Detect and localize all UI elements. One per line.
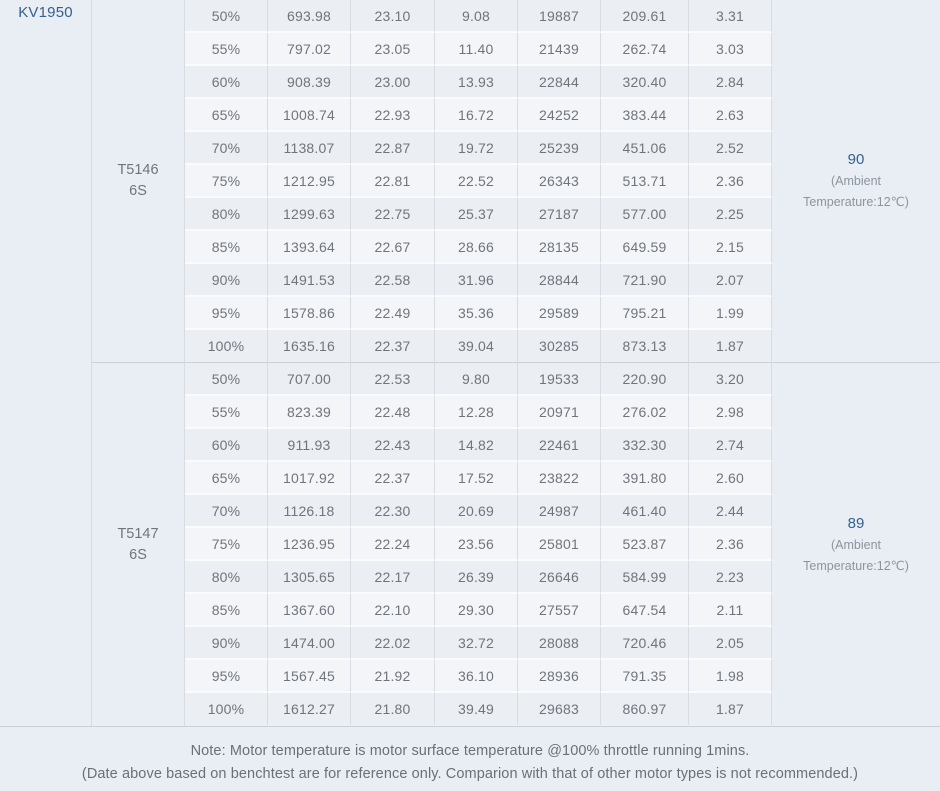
power-cell: 584.99 xyxy=(601,561,689,594)
table-row xyxy=(185,396,772,429)
power-cell: 220.90 xyxy=(601,363,689,396)
efficiency-cell: 2.25 xyxy=(689,198,772,231)
table-row xyxy=(185,198,772,231)
rpm-cell: 28936 xyxy=(518,660,601,693)
ambient-temperature-note: Temperature:12℃) xyxy=(803,558,909,573)
footnote-line-2: (Date above based on benchtest are for reference only. Comparion with that of other motor types is not recommended.) xyxy=(81,766,859,782)
efficiency-cell: 2.07 xyxy=(689,264,772,297)
rpm-cell: 25239 xyxy=(518,132,601,165)
thrust-cell: 707.00 xyxy=(268,363,351,396)
temperature-cell-t5146 xyxy=(772,0,940,363)
table-row xyxy=(185,297,772,330)
throttle-cell: 80% xyxy=(185,198,268,231)
current-cell: 26.39 xyxy=(435,561,518,594)
data-rows-t5147 xyxy=(185,363,772,726)
table-row xyxy=(185,462,772,495)
power-cell: 461.40 xyxy=(601,495,689,528)
throttle-cell: 75% xyxy=(185,165,268,198)
voltage-cell: 22.87 xyxy=(351,132,435,165)
propeller-cell-t5147 xyxy=(92,363,185,726)
voltage-cell: 22.10 xyxy=(351,594,435,627)
voltage-cell: 22.43 xyxy=(351,429,435,462)
efficiency-cell: 2.36 xyxy=(689,528,772,561)
throttle-cell: 80% xyxy=(185,561,268,594)
efficiency-cell: 2.36 xyxy=(689,165,772,198)
voltage-cell: 22.17 xyxy=(351,561,435,594)
rpm-cell: 29589 xyxy=(518,297,601,330)
table-row xyxy=(185,495,772,528)
power-cell: 383.44 xyxy=(601,99,689,132)
kv-rating-cell xyxy=(0,0,92,726)
efficiency-cell: 2.98 xyxy=(689,396,772,429)
voltage-cell: 23.05 xyxy=(351,33,435,66)
voltage-cell: 22.81 xyxy=(351,165,435,198)
voltage-cell: 22.37 xyxy=(351,462,435,495)
table-row xyxy=(185,231,772,264)
ambient-temperature-note: Temperature:12℃) xyxy=(803,195,909,209)
throttle-cell: 60% xyxy=(185,66,268,99)
rpm-cell: 28088 xyxy=(518,627,601,660)
table-row xyxy=(185,33,772,66)
power-cell: 320.40 xyxy=(601,66,689,99)
voltage-cell: 23.10 xyxy=(351,0,435,33)
rpm-cell: 24252 xyxy=(518,99,601,132)
efficiency-cell: 3.03 xyxy=(689,33,772,66)
efficiency-cell: 2.84 xyxy=(689,66,772,99)
throttle-cell: 70% xyxy=(185,495,268,528)
battery-config: 6S xyxy=(129,546,147,563)
thrust-cell: 911.93 xyxy=(268,429,351,462)
thrust-cell: 1578.86 xyxy=(268,297,351,330)
propeller-column xyxy=(92,0,185,726)
data-rows-t5146 xyxy=(185,0,772,363)
rpm-cell: 30285 xyxy=(518,330,601,363)
thrust-cell: 1393.64 xyxy=(268,231,351,264)
table-row xyxy=(185,165,772,198)
throttle-cell: 65% xyxy=(185,99,268,132)
current-cell: 28.66 xyxy=(435,231,518,264)
throttle-cell: 55% xyxy=(185,396,268,429)
thrust-cell: 1212.95 xyxy=(268,165,351,198)
current-cell: 22.52 xyxy=(435,165,518,198)
throttle-cell: 95% xyxy=(185,660,268,693)
voltage-cell: 23.00 xyxy=(351,66,435,99)
ambient-temperature-note: (Ambient xyxy=(830,174,882,188)
efficiency-cell: 2.23 xyxy=(689,561,772,594)
efficiency-cell: 2.52 xyxy=(689,132,772,165)
current-cell: 39.04 xyxy=(435,330,518,363)
power-cell: 451.06 xyxy=(601,132,689,165)
rpm-cell: 23822 xyxy=(518,462,601,495)
voltage-cell: 22.48 xyxy=(351,396,435,429)
voltage-cell: 22.58 xyxy=(351,264,435,297)
footnote-line-1: Note: Motor temperature is motor surface temperature @100% throttle running 1mins. xyxy=(190,743,750,759)
thrust-cell: 1612.27 xyxy=(268,693,351,726)
current-cell: 19.72 xyxy=(435,132,518,165)
table-row xyxy=(185,66,772,99)
throttle-cell: 70% xyxy=(185,132,268,165)
rpm-cell: 27187 xyxy=(518,198,601,231)
throttle-cell: 65% xyxy=(185,462,268,495)
thrust-cell: 908.39 xyxy=(268,66,351,99)
power-cell: 577.00 xyxy=(601,198,689,231)
throttle-cell: 90% xyxy=(185,264,268,297)
rpm-cell: 25801 xyxy=(518,528,601,561)
throttle-cell: 85% xyxy=(185,231,268,264)
current-cell: 20.69 xyxy=(435,495,518,528)
power-cell: 332.30 xyxy=(601,429,689,462)
table-row xyxy=(185,264,772,297)
efficiency-cell: 2.11 xyxy=(689,594,772,627)
efficiency-cell: 2.15 xyxy=(689,231,772,264)
throttle-cell: 60% xyxy=(185,429,268,462)
efficiency-cell: 2.63 xyxy=(689,99,772,132)
thrust-cell: 1567.45 xyxy=(268,660,351,693)
rpm-cell: 24987 xyxy=(518,495,601,528)
table-row xyxy=(185,429,772,462)
current-cell: 31.96 xyxy=(435,264,518,297)
throttle-cell: 50% xyxy=(185,0,268,33)
power-cell: 262.74 xyxy=(601,33,689,66)
rpm-cell: 22844 xyxy=(518,66,601,99)
voltage-cell: 22.02 xyxy=(351,627,435,660)
efficiency-cell: 1.98 xyxy=(689,660,772,693)
rpm-cell: 28844 xyxy=(518,264,601,297)
throttle-cell: 95% xyxy=(185,297,268,330)
propeller-cell-t5146 xyxy=(92,0,185,363)
propeller-name: T5147 xyxy=(117,525,159,542)
current-cell: 25.37 xyxy=(435,198,518,231)
propeller-name: T5146 xyxy=(117,162,159,178)
rpm-cell: 20971 xyxy=(518,396,601,429)
thrust-cell: 823.39 xyxy=(268,396,351,429)
power-cell: 647.54 xyxy=(601,594,689,627)
current-cell: 14.82 xyxy=(435,429,518,462)
power-cell: 791.35 xyxy=(601,660,689,693)
power-cell: 276.02 xyxy=(601,396,689,429)
current-cell: 13.93 xyxy=(435,66,518,99)
thrust-cell: 797.02 xyxy=(268,33,351,66)
power-cell: 649.59 xyxy=(601,231,689,264)
thrust-cell: 1126.18 xyxy=(268,495,351,528)
thrust-cell: 1138.07 xyxy=(268,132,351,165)
current-cell: 17.52 xyxy=(435,462,518,495)
efficiency-cell: 3.31 xyxy=(689,0,772,33)
table-row xyxy=(185,627,772,660)
rpm-cell: 26646 xyxy=(518,561,601,594)
current-cell: 32.72 xyxy=(435,627,518,660)
ambient-temperature-note: (Ambient xyxy=(830,537,882,552)
thrust-cell: 1491.53 xyxy=(268,264,351,297)
table-row xyxy=(185,0,772,33)
battery-config: 6S xyxy=(129,183,147,199)
efficiency-cell: 3.20 xyxy=(689,363,772,396)
power-cell: 860.97 xyxy=(601,693,689,726)
voltage-cell: 22.93 xyxy=(351,99,435,132)
rpm-cell: 29683 xyxy=(518,693,601,726)
footnote xyxy=(0,740,940,786)
throttle-cell: 100% xyxy=(185,693,268,726)
voltage-cell: 22.75 xyxy=(351,198,435,231)
temperature-column xyxy=(772,0,940,726)
throttle-cell: 50% xyxy=(185,363,268,396)
current-cell: 16.72 xyxy=(435,99,518,132)
current-cell: 12.28 xyxy=(435,396,518,429)
power-cell: 720.46 xyxy=(601,627,689,660)
voltage-cell: 22.53 xyxy=(351,363,435,396)
rpm-cell: 21439 xyxy=(518,33,601,66)
throttle-cell: 75% xyxy=(185,528,268,561)
table-row xyxy=(185,660,772,693)
motor-temperature-value: 90 xyxy=(847,151,865,168)
throttle-cell: 85% xyxy=(185,594,268,627)
thrust-cell: 1367.60 xyxy=(268,594,351,627)
voltage-cell: 22.37 xyxy=(351,330,435,363)
throttle-cell: 90% xyxy=(185,627,268,660)
rpm-cell: 28135 xyxy=(518,231,601,264)
efficiency-cell: 1.99 xyxy=(689,297,772,330)
voltage-cell: 22.49 xyxy=(351,297,435,330)
power-cell: 873.13 xyxy=(601,330,689,363)
motor-temperature-value: 89 xyxy=(847,514,865,532)
thrust-cell: 693.98 xyxy=(268,0,351,33)
rpm-cell: 22461 xyxy=(518,429,601,462)
efficiency-cell: 2.05 xyxy=(689,627,772,660)
table-row xyxy=(185,330,772,363)
thrust-cell: 1008.74 xyxy=(268,99,351,132)
current-cell: 35.36 xyxy=(435,297,518,330)
throttle-cell: 55% xyxy=(185,33,268,66)
power-cell: 795.21 xyxy=(601,297,689,330)
temperature-cell-t5147 xyxy=(772,363,940,726)
efficiency-cell: 1.87 xyxy=(689,693,772,726)
voltage-cell: 21.92 xyxy=(351,660,435,693)
current-cell: 39.49 xyxy=(435,693,518,726)
thrust-cell: 1017.92 xyxy=(268,462,351,495)
current-cell: 23.56 xyxy=(435,528,518,561)
rpm-cell: 19887 xyxy=(518,0,601,33)
current-cell: 9.08 xyxy=(435,0,518,33)
table-row xyxy=(185,693,772,726)
table-row xyxy=(185,561,772,594)
voltage-cell: 22.24 xyxy=(351,528,435,561)
thrust-cell: 1236.95 xyxy=(268,528,351,561)
efficiency-cell: 2.74 xyxy=(689,429,772,462)
rpm-cell: 26343 xyxy=(518,165,601,198)
voltage-cell: 22.30 xyxy=(351,495,435,528)
rpm-cell: 19533 xyxy=(518,363,601,396)
table-row xyxy=(185,99,772,132)
data-grid xyxy=(185,0,772,726)
thrust-cell: 1299.63 xyxy=(268,198,351,231)
thrust-cell: 1474.00 xyxy=(268,627,351,660)
current-cell: 29.30 xyxy=(435,594,518,627)
efficiency-cell: 2.60 xyxy=(689,462,772,495)
power-cell: 721.90 xyxy=(601,264,689,297)
kv-rating-label: KV1950 xyxy=(18,4,73,21)
thrust-cell: 1635.16 xyxy=(268,330,351,363)
current-cell: 36.10 xyxy=(435,660,518,693)
power-cell: 209.61 xyxy=(601,0,689,33)
power-cell: 391.80 xyxy=(601,462,689,495)
table-row xyxy=(185,594,772,627)
efficiency-cell: 2.44 xyxy=(689,495,772,528)
thrust-cell: 1305.65 xyxy=(268,561,351,594)
table-row xyxy=(185,528,772,561)
current-cell: 11.40 xyxy=(435,33,518,66)
current-cell: 9.80 xyxy=(435,363,518,396)
power-cell: 513.71 xyxy=(601,165,689,198)
voltage-cell: 22.67 xyxy=(351,231,435,264)
voltage-cell: 21.80 xyxy=(351,693,435,726)
rpm-cell: 27557 xyxy=(518,594,601,627)
throttle-cell: 100% xyxy=(185,330,268,363)
table-row xyxy=(185,363,772,396)
efficiency-cell: 1.87 xyxy=(689,330,772,363)
table-row xyxy=(185,132,772,165)
power-cell: 523.87 xyxy=(601,528,689,561)
